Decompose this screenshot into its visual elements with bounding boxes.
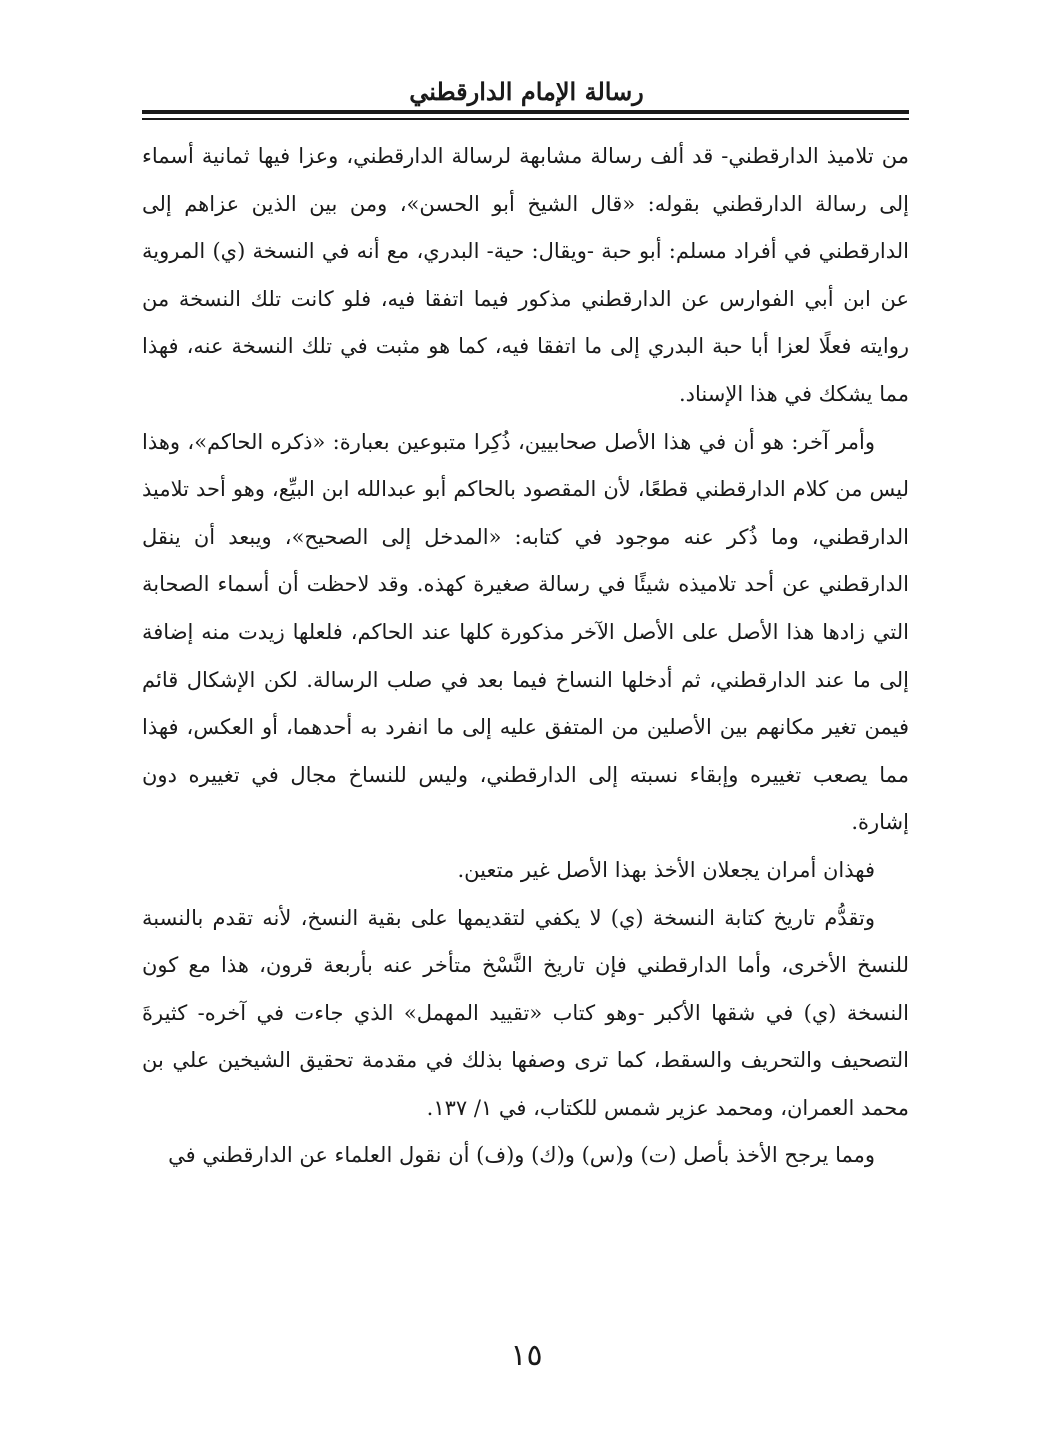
- body-text: [142, 133, 909, 1180]
- paragraph-4: وتقدُّم تاريخ كتابة النسخة (ي) لا يكفي لتقديمها على بقية النسخ، لأنه تقدم بالنسبة للنسخ الأخرى، وأما الدارقطني فإن تاريخ النَّسْخ متأخر عنه بأربعة قرون، هذا مع كون النسخة (ي) في شقها الأكبر -وهو كتاب «تقييد المهمل» الذي جاءت في آخره- كثيرةَ التصحيف والتحريف والسقط، كما ترى وصفها بذلك في مقدمة تحقيق الشيخين علي بن محمد العمران، ومحمد عزير شمس للكتاب، في ١/ ١٣٧.: [142, 905, 909, 1120]
- header-rule-thin: [142, 118, 909, 120]
- paragraph-1: من تلاميذ الدارقطني- قد ألف رسالة مشابهة لرسالة الدارقطني، وعزا فيها ثمانية أسماء إلى رسالة الدارقطني بقوله: «قال الشيخ أبو الحسن»، ومن بين الذين عزاهم إلى الدارقطني في أفراد مسلم: أبو حبة -ويقال: حية- البدري، مع أنه في النسخة (ي) المروية عن ابن أبي الفوارس عن الدارقطني مذكور فيما اتفقا فيه، فلو كانت تلك النسخة من روايته فعلًا لعزا أبا حبة البدري إلى ما اتفقا فيه، كما هو مثبت في تلك النسخة عنه، فهذا مما يشكك في هذا الإسناد.: [142, 144, 909, 406]
- paragraph-3: فهذان أمران يجعلان الأخذ بهذا الأصل غير متعين.: [457, 857, 875, 882]
- paragraph-2: وأمر آخر: هو أن في هذا الأصل صحابيين، ذُكِرا متبوعين بعبارة: «ذكره الحاكم»، وهذا ليس من كلام الدارقطني قطعًا، لأن المقصود بالحاكم أبو عبدالله ابن البيِّع، وهو أحد تلاميذ الدارقطني، وما ذُكر عنه موجود في كتابه: «المدخل إلى الصحيح»، ويبعد أن ينقل الدارقطني عن أحد تلاميذه شيئًا في رسالة صغيرة كهذه. وقد لاحظت أن أسماء الصحابة التي زادها هذا الأصل على الأصل الآخر مذكورة كلها عند الحاكم، فلعلها زيدت منه إضافة إلى ما عند الدارقطني، ثم أدخلها النساخ فيما بعد في صلب الرسالة. لكن الإشكال قائم فيمن تغير مكانهم بين الأصلين من المتفق عليه إلى ما انفرد به أحدهما، أو العكس، فهذا مما يصعب تغييره وإبقاء نسبته إلى الدارقطني، وليس للنساخ مجال في تغييره دون إشارة.: [142, 429, 909, 835]
- header-rule-thick: [142, 110, 909, 114]
- paragraph-5: ومما يرجح الأخذ بأصل (ت) و(س) و(ك) و(ف) أن نقول العلماء عن الدارقطني في: [168, 1143, 875, 1168]
- running-head-title: رسالة الإمام الدارقطني: [409, 77, 644, 106]
- page-number: ١٥: [510, 1338, 543, 1373]
